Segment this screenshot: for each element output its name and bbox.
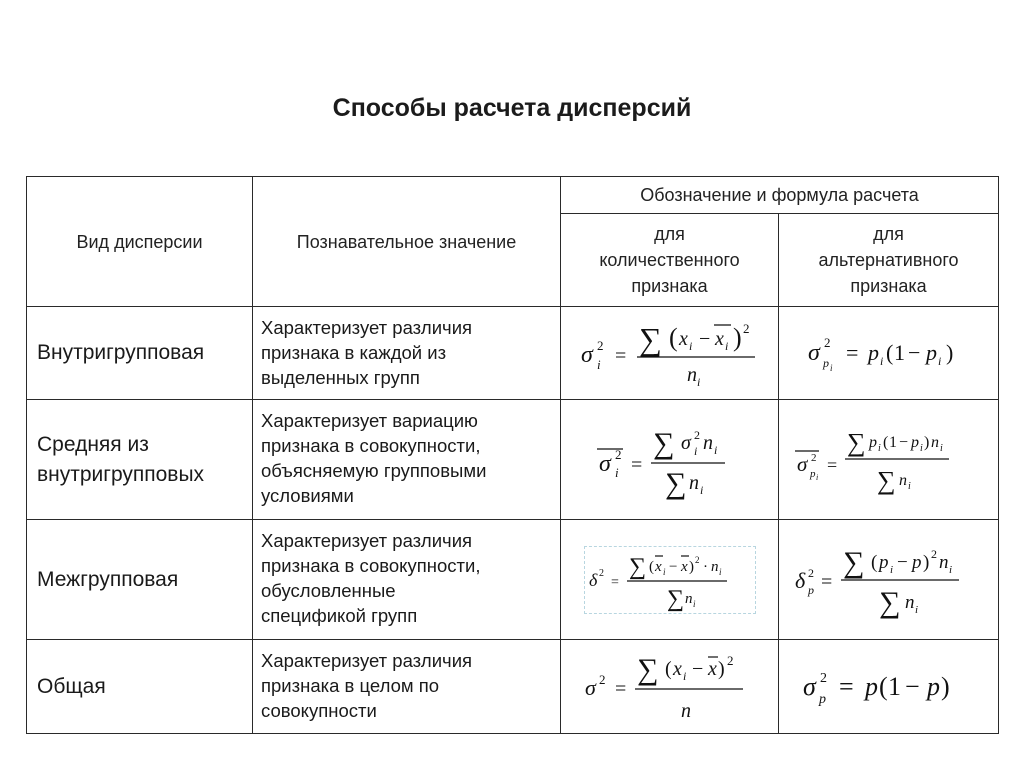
sum-symbol: ∑	[664, 466, 686, 500]
table-row	[27, 400, 999, 520]
paren-right: )	[945, 340, 953, 365]
sub-i: i	[939, 442, 943, 454]
sigma-symbol: σ	[584, 674, 596, 700]
paren-right: )	[732, 323, 742, 352]
sub-i: i	[907, 480, 911, 492]
kind-line: внутригрупповых	[37, 462, 205, 486]
table-row	[27, 640, 999, 734]
delta-symbol: δ	[794, 567, 805, 593]
meaning-line: Характеризует различия	[261, 530, 473, 551]
var-p: p	[867, 340, 879, 365]
kind-line: Общая	[37, 674, 106, 698]
kind-line: Межгрупповая	[37, 567, 179, 591]
table-row	[27, 307, 999, 400]
sub-i: i	[718, 566, 722, 577]
sigma-symbol: σ	[807, 340, 820, 366]
sum-symbol: ∑	[666, 585, 684, 612]
meaning-line: совокупности	[261, 700, 377, 721]
equals-sign: =	[826, 454, 837, 475]
sub-i: i	[879, 354, 883, 368]
exp-2: 2	[726, 652, 733, 668]
sub-i: i	[829, 363, 833, 373]
paren-right: )	[923, 433, 929, 451]
formula-avg-within-alt-svg	[789, 415, 989, 505]
equals-sign: =	[630, 453, 642, 476]
exp-2: 2	[596, 338, 603, 353]
formula-total-quant	[561, 640, 779, 734]
exp-2: 2	[614, 446, 621, 462]
kind-cell	[27, 520, 253, 640]
meaning-line: условиями	[261, 485, 354, 506]
sum-symbol: ∑	[652, 426, 674, 460]
exp-2: 2	[693, 427, 700, 442]
formula-between-quant	[561, 520, 779, 640]
var-n: n	[710, 558, 718, 575]
paren-left: (	[668, 323, 678, 352]
sum-symbol: ∑	[628, 553, 646, 580]
var-x: x	[680, 558, 688, 575]
table-row	[27, 520, 999, 640]
paren-left: (	[885, 340, 893, 365]
sub-i: i	[919, 442, 923, 454]
sigma-symbol: σ	[680, 431, 691, 454]
header-alt-line: признака	[850, 276, 927, 296]
meaning-line: выделенных групп	[261, 367, 420, 388]
sub-i: i	[596, 357, 601, 372]
sub-i: i	[662, 566, 666, 577]
var-n: n	[702, 431, 713, 454]
exp-2: 2	[930, 546, 937, 561]
paren-left: (	[664, 657, 672, 680]
var-p: p	[925, 340, 937, 365]
var-n: n	[684, 590, 692, 607]
sum-symbol: ∑	[636, 652, 658, 686]
var-p: p	[911, 551, 921, 573]
sub-i: i	[914, 603, 918, 616]
formula-between-quant-svg	[584, 546, 756, 614]
header-formula-group: Обозначение и формула расчета	[561, 177, 999, 214]
var-n: n	[680, 699, 691, 722]
kind-cell	[27, 400, 253, 520]
kind-line: Внутригрупповая	[37, 341, 205, 364]
sum-symbol: ∑	[842, 545, 864, 579]
var-n: n	[938, 551, 948, 573]
meaning-cell	[253, 307, 561, 400]
meaning-line: Характеризует различия	[261, 650, 473, 671]
header-row-1	[27, 177, 999, 214]
formula-avg-within-alt	[779, 400, 999, 520]
sum-symbol: ∑	[878, 585, 900, 619]
sum-symbol: ∑	[638, 321, 662, 357]
meaning-cell	[253, 400, 561, 520]
var-p: p	[926, 671, 940, 701]
kind-cell	[27, 307, 253, 400]
sub-i: i	[877, 442, 881, 454]
formula-avg-within-quant-svg	[585, 415, 755, 505]
sub-i: i	[699, 482, 703, 497]
paren-right: )	[940, 671, 950, 701]
dot-operator: ·	[702, 558, 708, 575]
sigma-symbol: σ	[796, 451, 807, 476]
sub-p: p	[807, 582, 814, 597]
exp-2: 2	[807, 565, 814, 580]
minus-sign: −	[896, 551, 908, 573]
formula-between-alt	[779, 520, 999, 640]
sub-i: i	[724, 339, 728, 353]
header-meaning: Познавательное значение	[253, 177, 561, 307]
var-n: n	[686, 364, 697, 386]
header-quant-line: количественного	[599, 250, 740, 270]
kind-cell	[27, 640, 253, 734]
delta-symbol: δ	[588, 569, 597, 590]
var-x-mean: x	[714, 328, 724, 350]
paren-left: (	[870, 551, 877, 573]
var-p: p	[868, 433, 877, 451]
var-x: x	[672, 657, 682, 680]
var-p: p	[910, 433, 919, 451]
equals-sign: =	[610, 574, 619, 590]
formula-within-quant-svg	[575, 313, 765, 393]
meaning-line: Характеризует различия	[261, 317, 473, 338]
header-quant-line: признака	[631, 276, 708, 296]
var-p: p	[864, 671, 878, 701]
equals-sign: =	[838, 671, 854, 701]
header-alternative	[779, 214, 999, 307]
minus-sign: −	[698, 328, 710, 350]
sub-i: i	[889, 563, 893, 576]
paren-right: )	[922, 551, 929, 573]
exp-2: 2	[742, 321, 749, 336]
sub-i: i	[688, 339, 692, 353]
var-p: p	[878, 551, 888, 573]
page-title: Способы расчета дисперсий	[332, 94, 692, 122]
minus-sign: −	[904, 671, 920, 701]
sum-symbol: ∑	[876, 465, 896, 495]
meaning-line: Характеризует вариацию	[261, 410, 478, 431]
equals-sign: =	[614, 345, 626, 367]
meaning-line: обусловленные	[261, 580, 396, 601]
sigma-symbol: σ	[580, 342, 593, 368]
exp-2: 2	[810, 451, 816, 464]
meaning-line: объясняемую групповыми	[261, 460, 487, 481]
sub-i: i	[693, 443, 697, 458]
formula-avg-within-quant	[561, 400, 779, 520]
paren-left: (	[878, 671, 888, 701]
var-n: n	[904, 591, 914, 613]
paren-left: (	[648, 558, 654, 575]
equals-sign: =	[614, 677, 626, 700]
one: 1	[887, 671, 901, 701]
paren-left: (	[882, 433, 888, 451]
sub-i: i	[614, 464, 619, 480]
exp-2: 2	[694, 554, 699, 565]
equals-sign: =	[820, 570, 832, 593]
dispersion-table	[26, 176, 999, 734]
var-x: x	[678, 328, 688, 350]
paren-right: )	[688, 558, 694, 575]
one: 1	[888, 433, 897, 451]
minus-sign: −	[668, 558, 677, 575]
minus-sign: −	[691, 657, 703, 680]
formula-total-alt-svg	[789, 657, 989, 717]
sub-i: i	[713, 442, 717, 457]
meaning-line: спецификой групп	[261, 605, 418, 626]
kind-line: Средняя из	[37, 432, 149, 456]
sub-i: i	[696, 375, 700, 389]
meaning-line: признака в совокупности,	[261, 555, 481, 576]
sigma-symbol: σ	[802, 671, 816, 701]
equals-sign: =	[845, 340, 858, 365]
exp-2: 2	[598, 671, 605, 687]
formula-within-alt	[779, 307, 999, 400]
sum-symbol: ∑	[846, 427, 866, 457]
var-n: n	[688, 471, 699, 494]
sigma-symbol: σ	[598, 450, 611, 477]
sub-i: i	[937, 354, 941, 368]
minus-sign: −	[898, 433, 908, 451]
meaning-cell	[253, 640, 561, 734]
one: 1	[893, 340, 905, 365]
header-kind: Вид дисперсии	[27, 177, 253, 307]
sub-p: p	[818, 691, 826, 707]
meaning-cell	[253, 520, 561, 640]
meaning-line: признака в каждой из	[261, 342, 447, 363]
exp-2: 2	[819, 670, 827, 686]
sub-i: i	[692, 598, 696, 609]
formula-total-quant-svg	[575, 647, 765, 727]
formula-between-alt-svg	[789, 540, 989, 620]
paren-right: )	[717, 657, 725, 680]
var-x: x	[654, 558, 662, 575]
var-n: n	[898, 471, 907, 489]
var-x: x	[707, 657, 717, 680]
exp-2: 2	[598, 567, 604, 579]
meaning-line: признака в совокупности,	[261, 435, 481, 456]
header-alt-line: для	[873, 224, 904, 244]
header-alt-line: альтернативного	[818, 250, 959, 270]
var-n: n	[930, 433, 939, 451]
exp-2: 2	[823, 335, 830, 350]
sub-p: p	[809, 467, 815, 480]
formula-within-quant	[561, 307, 779, 400]
header-quant-line: для	[654, 224, 685, 244]
sub-i: i	[948, 563, 952, 576]
sub-i: i	[815, 472, 818, 482]
minus-sign: −	[907, 340, 920, 365]
formula-within-alt-svg	[794, 323, 984, 383]
formula-total-alt	[779, 640, 999, 734]
meaning-line: признака в целом по	[261, 675, 440, 696]
header-quantitative	[561, 214, 779, 307]
sub-p: p	[822, 356, 829, 370]
sub-i: i	[682, 668, 686, 683]
